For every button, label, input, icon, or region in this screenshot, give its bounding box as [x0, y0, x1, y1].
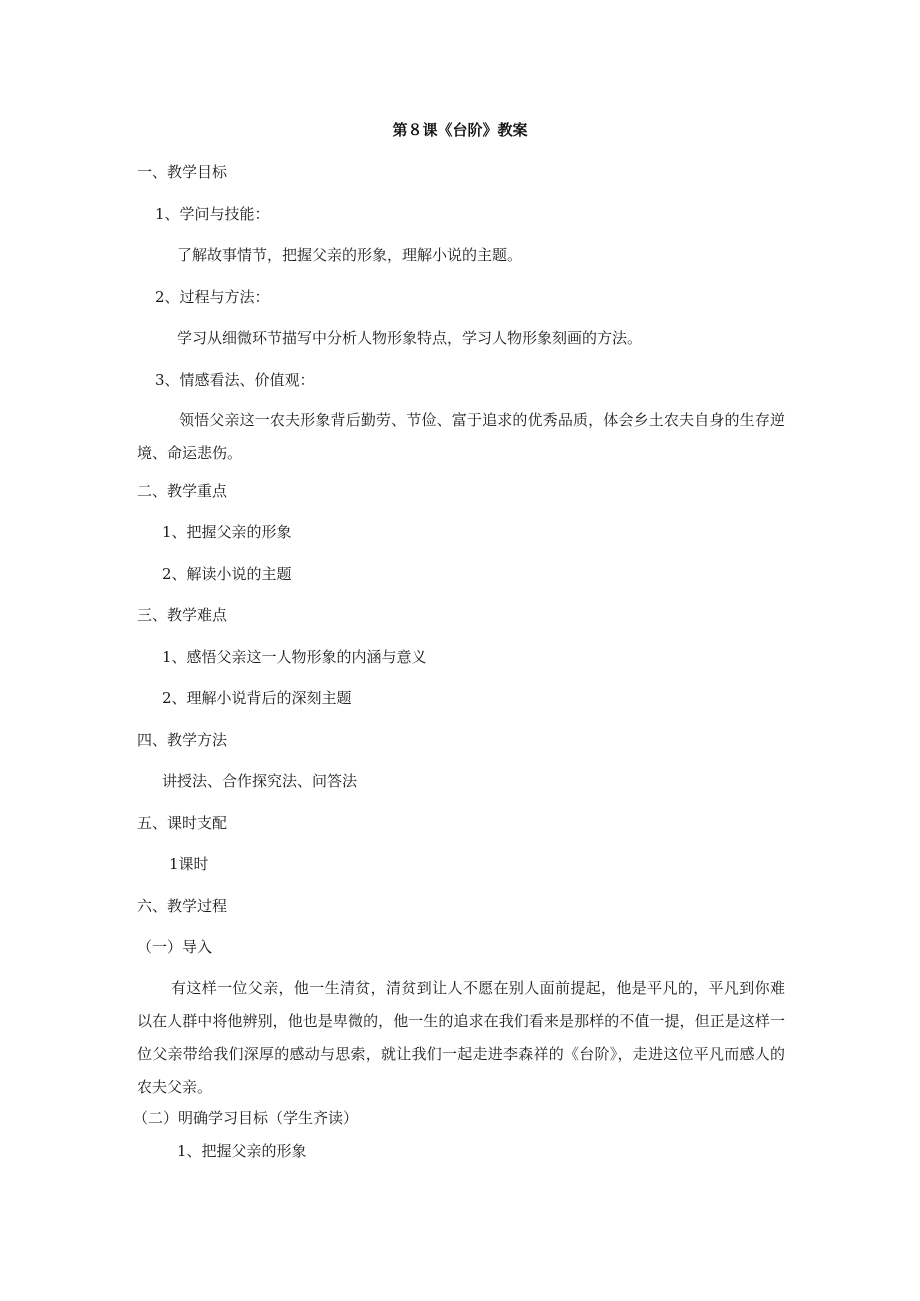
key-point-item: 2、解读小说的主题 — [162, 565, 292, 583]
methods-content: 讲授法、合作探究法、问答法 — [162, 772, 358, 790]
section-heading-objectives: 一、教学目标 — [137, 163, 228, 181]
section-heading-schedule: 五、课时支配 — [137, 814, 228, 832]
goal-item: 1、把握父亲的形象 — [177, 1142, 307, 1160]
objective-content-knowledge: 了解故事情节，把握父亲的形象，理解小说的主题。 — [177, 246, 523, 264]
difficulty-item: 2、理解小说背后的深刻主题 — [162, 689, 352, 707]
objective-content-process: 学习从细微环节描写中分析人物形象特点，学习人物形象刻画的方法。 — [177, 329, 643, 347]
schedule-content: 1课时 — [169, 855, 209, 873]
document-title: 第８课《台阶》教案 — [392, 121, 528, 139]
section-heading-methods: 四、教学方法 — [137, 731, 228, 749]
objective-content-attitude: 领悟父亲这一农夫形象背后勤劳、节俭、富于追求的优秀品质，体会乡土农夫自身的生存逆境、命运悲伤。 — [137, 411, 785, 462]
key-point-item: 1、把握父亲的形象 — [162, 523, 292, 541]
objective-label-knowledge: 1、学问与技能： — [155, 205, 270, 223]
section-heading-difficulties: 三、教学难点 — [137, 606, 228, 624]
objective-label-attitude: 3、情感看法、价值观： — [155, 371, 315, 389]
section-heading-key-points: 二、教学重点 — [137, 482, 228, 500]
objective-label-process: 2、过程与方法： — [155, 288, 270, 306]
difficulty-item: 1、感悟父亲这一人物形象的内涵与意义 — [162, 648, 427, 666]
subsection-heading-goals: （二）明确学习目标（学生齐读） — [133, 1109, 359, 1127]
subsection-heading-intro: （一）导入 — [137, 938, 213, 956]
intro-paragraph: 有这样一位父亲，他一生清贫，清贫到让人不愿在别人面前提起，他是平凡的，平凡到你难以在人群中将他辨别，他也是卑微的，他一生的追求在我们看来是那样的不值一提，但正是这样一位父亲带给我们深厚的感动与思索，就让我们一起走进李森祥的《台阶》，走进这位平凡而感人的农夫父亲。 — [137, 979, 785, 1096]
section-heading-process: 六、教学过程 — [137, 897, 228, 915]
